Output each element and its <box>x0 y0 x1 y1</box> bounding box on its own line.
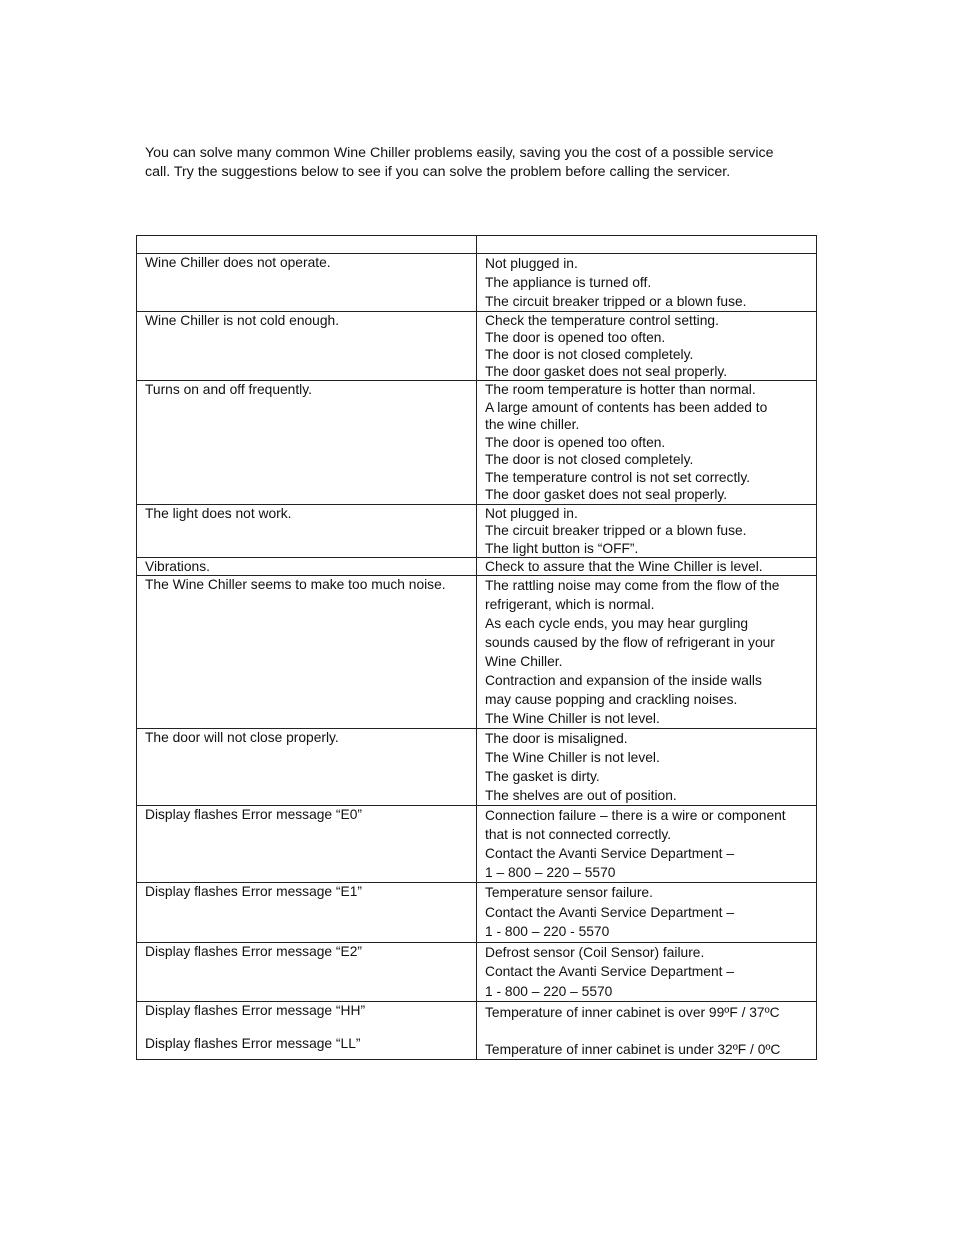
problem-cell <box>137 254 477 312</box>
problem-cell <box>137 729 477 806</box>
table-row <box>137 312 817 381</box>
troubleshooting-table <box>136 235 817 1060</box>
problem-text: Display flashes Error message “E2” <box>145 943 362 959</box>
cause-cell <box>477 942 817 1002</box>
cause-text: The gasket is dirty. <box>485 769 600 784</box>
cause-text: 1 – 800 – 220 – 5570 <box>485 865 616 880</box>
cause-cell <box>477 576 817 729</box>
intro-line: You can solve many common Wine Chiller problems easily, saving you the cost of a possible service <box>145 145 774 161</box>
problem-cell <box>137 1002 477 1060</box>
header-problem <box>137 236 477 254</box>
cause-text: The light button is “OFF”. <box>485 540 639 556</box>
cause-text: Connection failure – there is a wire or component <box>485 808 786 823</box>
cause-cell <box>477 381 817 505</box>
table-body <box>137 254 817 1060</box>
table-row <box>137 806 817 883</box>
header-cause <box>477 236 817 254</box>
problem-text: Vibrations. <box>145 559 210 574</box>
problem-text: The door will not close properly. <box>145 730 339 745</box>
cause-text: The door gasket does not seal properly. <box>485 487 728 502</box>
cause-text: The Wine Chiller is not level. <box>485 711 660 726</box>
problem-cell <box>137 381 477 505</box>
cause-text: Defrost sensor (Coil Sensor) failure. <box>485 944 705 960</box>
cause-text: refrigerant, which is normal. <box>485 597 655 612</box>
cause-text: The temperature control is not set correctly. <box>485 469 751 485</box>
problem-text: Display flashes Error message “E0” <box>145 807 362 822</box>
problem-text: Display flashes Error message “E1” <box>145 884 362 899</box>
cause-text: The door is not closed completely. <box>485 347 694 362</box>
cause-cell <box>477 883 817 943</box>
cause-text: Check to assure that the Wine Chiller is level. <box>485 559 763 574</box>
table-row <box>137 576 817 729</box>
cause-text: Contraction and expansion of the inside walls <box>485 673 762 688</box>
cause-cell <box>477 1002 817 1060</box>
table-row <box>137 729 817 806</box>
cause-cell <box>477 254 817 312</box>
cause-text: The appliance is turned off. <box>485 275 652 290</box>
problem-text: Display flashes Error message “HH” <box>145 1003 366 1018</box>
cause-text: Contact the Avanti Service Department – <box>485 904 734 920</box>
table-row <box>137 1002 817 1060</box>
cause-text: The door is opened too often. <box>485 434 666 450</box>
cause-text: Not plugged in. <box>485 256 578 271</box>
cause-text: The circuit breaker tripped or a blown fuse. <box>485 294 747 309</box>
problem-text: Wine Chiller is not cold enough. <box>145 313 340 328</box>
cause-cell <box>477 558 817 576</box>
table-header-row <box>137 236 817 254</box>
problem-text: Wine Chiller does not operate. <box>145 255 331 270</box>
cause-cell <box>477 806 817 883</box>
spacer <box>145 1019 472 1035</box>
problem-cell <box>137 576 477 729</box>
cause-text: may cause popping and crackling noises. <box>485 692 738 707</box>
problem-cell <box>137 806 477 883</box>
cause-cell <box>477 504 817 558</box>
cause-text: The door is not closed completely. <box>485 452 694 467</box>
cause-text: Temperature of inner cabinet is over 99ºF / 37ºC <box>485 1005 780 1020</box>
cause-text: The circuit breaker tripped or a blown fuse. <box>485 523 747 538</box>
table-row <box>137 558 817 576</box>
table-row <box>137 883 817 943</box>
cause-text: The door is misaligned. <box>485 731 628 746</box>
cause-text: the wine chiller. <box>485 417 580 432</box>
problem-cell <box>137 504 477 558</box>
cause-text: Not plugged in. <box>485 505 578 521</box>
cause-text: Contact the Avanti Service Department – <box>485 964 734 979</box>
cause-text: 1 - 800 – 220 – 5570 <box>485 983 613 999</box>
table-row <box>137 381 817 505</box>
cause-cell <box>477 312 817 381</box>
problem-cell <box>137 312 477 381</box>
cause-text: Wine Chiller. <box>485 654 563 669</box>
cause-text: As each cycle ends, you may hear gurgling <box>485 616 749 631</box>
cause-text: The shelves are out of position. <box>485 788 677 803</box>
cause-text: Check the temperature control setting. <box>485 313 719 328</box>
cause-text: Temperature of inner cabinet is under 32ºF / 0ºC <box>485 1042 781 1057</box>
problem-text: Display flashes Error message “LL” <box>145 1036 361 1051</box>
cause-text: The door gasket does not seal properly. <box>485 364 728 379</box>
cause-cell <box>477 729 817 806</box>
cause-text: sounds caused by the flow of refrigerant in your <box>485 635 775 650</box>
cause-text: The Wine Chiller is not level. <box>485 750 660 765</box>
cause-text: The room temperature is hotter than normal. <box>485 382 756 397</box>
table-row <box>137 504 817 558</box>
problem-cell <box>137 558 477 576</box>
cause-text: The rattling noise may come from the flow of the <box>485 578 780 593</box>
problem-text: The Wine Chiller seems to make too much noise. <box>145 577 446 592</box>
cause-text: The door is opened too often. <box>485 330 666 345</box>
problem-text: The light does not work. <box>145 505 292 521</box>
problem-cell <box>137 883 477 943</box>
intro-paragraph <box>145 144 825 182</box>
table-row <box>137 942 817 1002</box>
table-row <box>137 254 817 312</box>
cause-text: A large amount of contents has been added to <box>485 399 768 415</box>
cause-text: 1 - 800 – 220 - 5570 <box>485 924 610 939</box>
cause-text: that is not connected correctly. <box>485 827 672 842</box>
cause-text: Contact the Avanti Service Department – <box>485 846 734 861</box>
cause-text: Temperature sensor failure. <box>485 885 653 900</box>
problem-text: Turns on and off frequently. <box>145 382 312 397</box>
problem-cell <box>137 942 477 1002</box>
intro-line: call. Try the suggestions below to see if you can solve the problem before calling the servicer. <box>145 164 731 180</box>
